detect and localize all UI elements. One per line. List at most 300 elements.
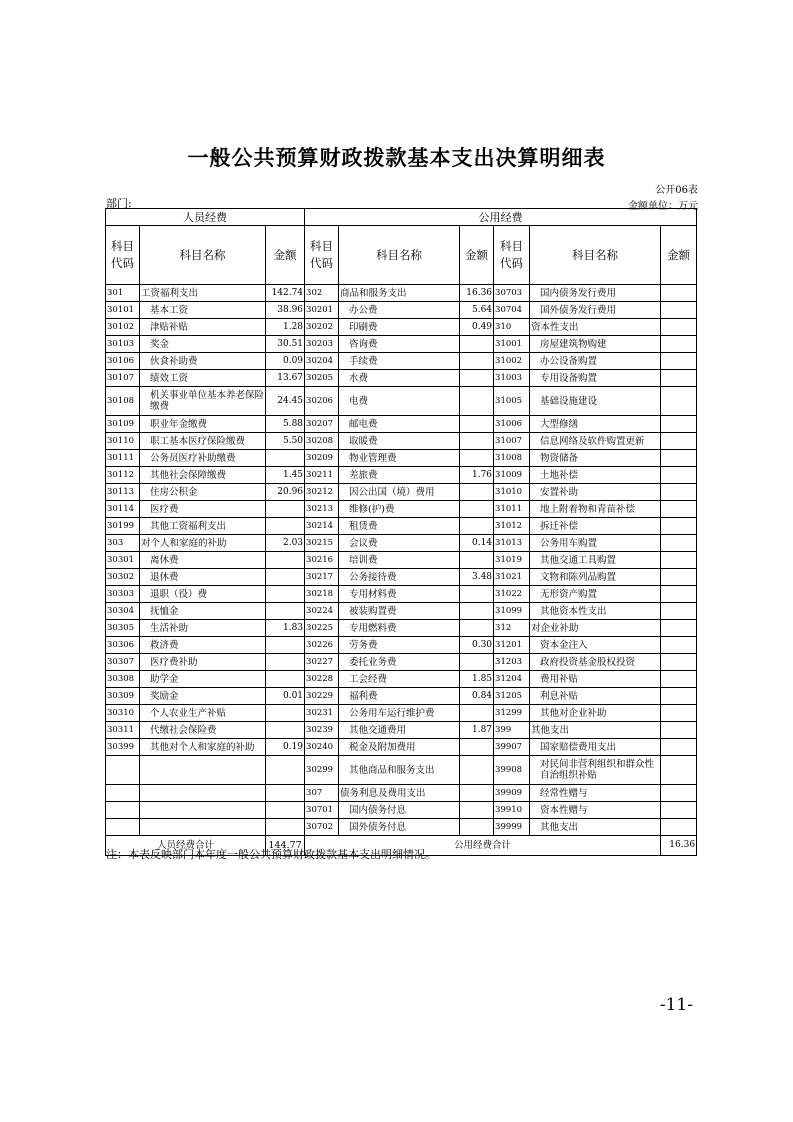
- item-code: 30215: [305, 535, 339, 552]
- item-code: 30209: [305, 450, 339, 467]
- item-code: 30702: [305, 819, 339, 836]
- item-code: 31021: [494, 569, 530, 586]
- item-code: 30205: [305, 370, 339, 387]
- item-amount: [460, 603, 494, 620]
- item-name: 津贴补贴: [140, 319, 266, 336]
- item-name: 其他资本性支出: [530, 603, 661, 620]
- header-code: 科目代码: [106, 226, 140, 285]
- table-row: [106, 671, 697, 688]
- item-amount: [266, 603, 305, 620]
- item-amount: [266, 501, 305, 518]
- item-amount: [460, 433, 494, 450]
- item-name: 职业年金缴费: [140, 416, 266, 433]
- item-code: 30224: [305, 603, 339, 620]
- table-row: [106, 285, 697, 302]
- item-amount: [661, 302, 697, 319]
- item-code: 39999: [494, 819, 530, 836]
- item-name: 其他社会保障缴费: [140, 467, 266, 484]
- item-name: 国内债务发行费用: [530, 285, 661, 302]
- item-code: 30225: [305, 620, 339, 637]
- item-code: 31008: [494, 450, 530, 467]
- table-row: [106, 739, 697, 756]
- table-row: [106, 370, 697, 387]
- item-name: 医疗费补助: [140, 654, 266, 671]
- item-amount: [661, 654, 697, 671]
- item-amount: [661, 450, 697, 467]
- item-code: 39908: [494, 756, 530, 785]
- item-code: 30102: [106, 319, 140, 336]
- item-amount: [661, 802, 697, 819]
- item-name: 对个人和家庭的补助: [140, 535, 266, 552]
- item-amount: 0.14: [460, 535, 494, 552]
- item-name: 个人农业生产补贴: [140, 705, 266, 722]
- item-amount: 5.50: [266, 433, 305, 450]
- item-amount: 24.45: [266, 387, 305, 416]
- item-code: 30211: [305, 467, 339, 484]
- public-total-label: 公用经费合计: [305, 836, 661, 856]
- table-row: [106, 433, 697, 450]
- item-code: [106, 819, 140, 836]
- item-code: 302: [305, 285, 339, 302]
- item-name: 其他对企业补助: [530, 705, 661, 722]
- item-name: 劳务费: [339, 637, 460, 654]
- item-amount: [661, 688, 697, 705]
- table-row: [106, 819, 697, 836]
- item-code: 30214: [305, 518, 339, 535]
- table-row: [106, 467, 697, 484]
- item-name: 奖金: [140, 336, 266, 353]
- item-amount: 5.64: [460, 302, 494, 319]
- table-row: [106, 518, 697, 535]
- item-name: 电费: [339, 387, 460, 416]
- item-amount: [661, 739, 697, 756]
- item-name: [140, 785, 266, 802]
- item-code: 31002: [494, 353, 530, 370]
- item-code: 31299: [494, 705, 530, 722]
- item-name: 国外债务付息: [339, 819, 460, 836]
- item-name: 国家赔偿费用支出: [530, 739, 661, 756]
- table-row: [106, 688, 697, 705]
- item-code: 30308: [106, 671, 140, 688]
- item-name: [140, 756, 266, 785]
- item-amount: [460, 756, 494, 785]
- group-header-row: [106, 209, 697, 226]
- item-code: 30112: [106, 467, 140, 484]
- item-name: 救济费: [140, 637, 266, 654]
- item-amount: [460, 501, 494, 518]
- item-amount: 0.01: [266, 688, 305, 705]
- table-row: [106, 353, 697, 370]
- item-code: 30213: [305, 501, 339, 518]
- item-name: 对民间非营利组织和群众性自治组织补贴: [530, 756, 661, 785]
- item-code: 30226: [305, 637, 339, 654]
- item-name: 职工基本医疗保险缴费: [140, 433, 266, 450]
- item-amount: 142.74: [266, 285, 305, 302]
- item-amount: [661, 336, 697, 353]
- item-name: 经常性赠与: [530, 785, 661, 802]
- header-amount: 金额: [460, 226, 494, 285]
- item-code: 399: [494, 722, 530, 739]
- item-code: 31201: [494, 637, 530, 654]
- item-name: 其他支出: [530, 819, 661, 836]
- item-amount: 0.84: [460, 688, 494, 705]
- item-name: 房屋建筑物购建: [530, 336, 661, 353]
- item-code: 30217: [305, 569, 339, 586]
- item-amount: [460, 484, 494, 501]
- item-code: 31011: [494, 501, 530, 518]
- item-amount: [661, 433, 697, 450]
- item-amount: [460, 785, 494, 802]
- item-code: 30201: [305, 302, 339, 319]
- item-amount: 38.96: [266, 302, 305, 319]
- item-code: 312: [494, 620, 530, 637]
- item-name: 委托业务费: [339, 654, 460, 671]
- table-row: [106, 552, 697, 569]
- item-amount: [661, 756, 697, 785]
- table-row: [106, 319, 697, 336]
- item-amount: [266, 819, 305, 836]
- item-amount: [460, 705, 494, 722]
- item-amount: [661, 819, 697, 836]
- item-name: 手续费: [339, 353, 460, 370]
- item-amount: [266, 671, 305, 688]
- item-code: 30231: [305, 705, 339, 722]
- item-amount: [460, 620, 494, 637]
- item-code: 30208: [305, 433, 339, 450]
- item-amount: [661, 620, 697, 637]
- item-name: 公务用车运行维护费: [339, 705, 460, 722]
- table-row: [106, 416, 697, 433]
- item-amount: [266, 552, 305, 569]
- item-name: 专用材料费: [339, 586, 460, 603]
- item-amount: [460, 552, 494, 569]
- item-amount: [661, 785, 697, 802]
- item-code: 30701: [305, 802, 339, 819]
- item-name: 福利费: [339, 688, 460, 705]
- item-code: 30227: [305, 654, 339, 671]
- item-code: 30239: [305, 722, 339, 739]
- expense-table: [105, 208, 697, 856]
- item-amount: [661, 416, 697, 433]
- item-name: 资本金注入: [530, 637, 661, 654]
- item-amount: 20.96: [266, 484, 305, 501]
- item-name: [140, 819, 266, 836]
- item-code: 30108: [106, 387, 140, 416]
- item-code: 30204: [305, 353, 339, 370]
- header-name: 科目名称: [530, 226, 661, 285]
- item-amount: [661, 387, 697, 416]
- table-row: [106, 484, 697, 501]
- item-code: 30218: [305, 586, 339, 603]
- item-amount: [266, 586, 305, 603]
- page-number: -11-: [659, 995, 693, 1015]
- group-header-public: 公用经费: [305, 209, 697, 226]
- item-code: 30113: [106, 484, 140, 501]
- table-row: [106, 336, 697, 353]
- item-code: 310: [494, 319, 530, 336]
- table-row: [106, 620, 697, 637]
- item-code: 31007: [494, 433, 530, 450]
- item-code: 30307: [106, 654, 140, 671]
- table-row: [106, 501, 697, 518]
- item-name: 物资储备: [530, 450, 661, 467]
- item-amount: [266, 722, 305, 739]
- item-code: 31003: [494, 370, 530, 387]
- item-amount: [266, 802, 305, 819]
- item-name: 办公设备购置: [530, 353, 661, 370]
- item-name: 文物和陈列品购置: [530, 569, 661, 586]
- item-amount: [266, 785, 305, 802]
- item-amount: [661, 319, 697, 336]
- item-name: 安置补助: [530, 484, 661, 501]
- header-code: 科目代码: [494, 226, 530, 285]
- item-name: 债务利息及费用支出: [339, 785, 460, 802]
- item-code: 31013: [494, 535, 530, 552]
- item-name: 公务接待费: [339, 569, 460, 586]
- item-amount: 1.83: [266, 620, 305, 637]
- item-name: 绩效工资: [140, 370, 266, 387]
- item-code: 30101: [106, 302, 140, 319]
- item-name: 取暖费: [339, 433, 460, 450]
- item-code: 30304: [106, 603, 140, 620]
- item-code: 31099: [494, 603, 530, 620]
- page-title: 一般公共预算财政拨款基本支出决算明细表: [187, 146, 606, 170]
- item-code: 30311: [106, 722, 140, 739]
- table-note: 注：本表反映部门本年度一般公共预算财政拨款基本支出明细情况。: [106, 848, 436, 861]
- item-code: [106, 785, 140, 802]
- item-name: 公务员医疗补助缴费: [140, 450, 266, 467]
- item-code: 30109: [106, 416, 140, 433]
- item-name: 无形资产购置: [530, 586, 661, 603]
- item-amount: [266, 654, 305, 671]
- item-amount: [460, 370, 494, 387]
- table-row: [106, 302, 697, 319]
- item-amount: [661, 671, 697, 688]
- item-name: 国内债务付息: [339, 802, 460, 819]
- item-name: 拆迁补偿: [530, 518, 661, 535]
- item-code: 30301: [106, 552, 140, 569]
- item-amount: [266, 518, 305, 535]
- item-name: 对企业补助: [530, 620, 661, 637]
- item-amount: [661, 467, 697, 484]
- item-name: 助学金: [140, 671, 266, 688]
- item-code: 30704: [494, 302, 530, 319]
- item-name: 伙食补助费: [140, 353, 266, 370]
- personnel-total-label: 人员经费合计: [106, 836, 266, 856]
- item-name: 咨询费: [339, 336, 460, 353]
- item-amount: 30.51: [266, 336, 305, 353]
- item-name: 离休费: [140, 552, 266, 569]
- table-row: [106, 586, 697, 603]
- item-amount: [266, 450, 305, 467]
- item-code: 30703: [494, 285, 530, 302]
- item-code: 301: [106, 285, 140, 302]
- department-label: 部门:: [106, 197, 132, 210]
- item-amount: [266, 637, 305, 654]
- item-code: 39909: [494, 785, 530, 802]
- item-code: 31019: [494, 552, 530, 569]
- item-name: 住房公积金: [140, 484, 266, 501]
- table-row: [106, 654, 697, 671]
- item-amount: [661, 501, 697, 518]
- table-row: [106, 785, 697, 802]
- item-name: 基本工资: [140, 302, 266, 319]
- item-name: 政府投资基金股权投资: [530, 654, 661, 671]
- item-amount: 0.09: [266, 353, 305, 370]
- item-code: 30203: [305, 336, 339, 353]
- item-name: 专用燃料费: [339, 620, 460, 637]
- item-name: 大型修缮: [530, 416, 661, 433]
- item-amount: 0.19: [266, 739, 305, 756]
- item-code: 31204: [494, 671, 530, 688]
- table-row: [106, 705, 697, 722]
- item-amount: [661, 518, 697, 535]
- item-amount: 13.67: [266, 370, 305, 387]
- item-code: 31022: [494, 586, 530, 603]
- item-amount: 0.30: [460, 637, 494, 654]
- item-code: 30212: [305, 484, 339, 501]
- item-amount: 0.49: [460, 319, 494, 336]
- item-code: 30106: [106, 353, 140, 370]
- item-amount: [460, 802, 494, 819]
- table-row: [106, 535, 697, 552]
- item-amount: [661, 603, 697, 620]
- item-code: 30228: [305, 671, 339, 688]
- table-row: [106, 722, 697, 739]
- item-code: 31203: [494, 654, 530, 671]
- item-code: 30306: [106, 637, 140, 654]
- item-code: 30299: [305, 756, 339, 785]
- item-name: 退休费: [140, 569, 266, 586]
- item-code: 31005: [494, 387, 530, 416]
- group-header-personnel: 人员经费: [106, 209, 305, 226]
- item-code: 30110: [106, 433, 140, 450]
- unit-label: 金额单位：万元: [628, 201, 698, 212]
- header-amount: 金额: [661, 226, 697, 285]
- item-amount: 1.28: [266, 319, 305, 336]
- item-code: 30310: [106, 705, 140, 722]
- item-code: 30303: [106, 586, 140, 603]
- item-name: 培训费: [339, 552, 460, 569]
- item-code: 30111: [106, 450, 140, 467]
- item-name: 物业管理费: [339, 450, 460, 467]
- item-name: [140, 802, 266, 819]
- column-header-row: [106, 226, 697, 285]
- item-code: 30399: [106, 739, 140, 756]
- item-name: 水费: [339, 370, 460, 387]
- header-name: 科目名称: [140, 226, 266, 285]
- table-body: [106, 285, 697, 836]
- item-amount: [661, 552, 697, 569]
- item-code: 31001: [494, 336, 530, 353]
- item-name: 税金及附加费用: [339, 739, 460, 756]
- item-code: 31010: [494, 484, 530, 501]
- item-name: 费用补贴: [530, 671, 661, 688]
- item-code: 30309: [106, 688, 140, 705]
- item-name: 其他交通工具购置: [530, 552, 661, 569]
- table-row: [106, 802, 697, 819]
- item-code: 31012: [494, 518, 530, 535]
- item-code: 31205: [494, 688, 530, 705]
- item-amount: [460, 654, 494, 671]
- item-name: 商品和服务支出: [339, 285, 460, 302]
- item-name: 地上附着物和青苗补偿: [530, 501, 661, 518]
- item-code: 39910: [494, 802, 530, 819]
- item-name: 其他对个人和家庭的补助: [140, 739, 266, 756]
- table-row: [106, 387, 697, 416]
- item-amount: 2.03: [266, 535, 305, 552]
- item-amount: [661, 484, 697, 501]
- item-amount: [460, 739, 494, 756]
- item-name: 租赁费: [339, 518, 460, 535]
- item-name: 奖励金: [140, 688, 266, 705]
- item-amount: [661, 535, 697, 552]
- item-code: 30107: [106, 370, 140, 387]
- item-code: 30202: [305, 319, 339, 336]
- table-row: [106, 569, 697, 586]
- item-name: 其他工资福利支出: [140, 518, 266, 535]
- item-amount: [460, 387, 494, 416]
- item-name: 工会经费: [339, 671, 460, 688]
- item-name: 邮电费: [339, 416, 460, 433]
- item-name: 医疗费: [140, 501, 266, 518]
- item-amount: 1.87: [460, 722, 494, 739]
- item-amount: 1.76: [460, 467, 494, 484]
- header-name: 科目名称: [339, 226, 460, 285]
- item-name: 基础设施建设: [530, 387, 661, 416]
- item-name: 其他交通费用: [339, 722, 460, 739]
- item-amount: [460, 353, 494, 370]
- item-name: 办公费: [339, 302, 460, 319]
- item-code: [106, 802, 140, 819]
- item-code: 31009: [494, 467, 530, 484]
- item-name: 利息补贴: [530, 688, 661, 705]
- table-row: [106, 637, 697, 654]
- header-code: 科目代码: [305, 226, 339, 285]
- item-amount: [460, 586, 494, 603]
- item-amount: [661, 637, 697, 654]
- table-code: 公开06表: [655, 185, 698, 196]
- item-code: 30199: [106, 518, 140, 535]
- item-code: 30305: [106, 620, 140, 637]
- item-code: 303: [106, 535, 140, 552]
- item-amount: [661, 586, 697, 603]
- item-amount: [460, 518, 494, 535]
- item-code: 30216: [305, 552, 339, 569]
- item-amount: 3.48: [460, 569, 494, 586]
- item-amount: [460, 416, 494, 433]
- item-name: 抚恤金: [140, 603, 266, 620]
- table-row: [106, 756, 697, 785]
- item-amount: [460, 336, 494, 353]
- item-name: 被装购置费: [339, 603, 460, 620]
- item-name: 专用设备购置: [530, 370, 661, 387]
- item-name: 资本性支出: [530, 319, 661, 336]
- item-name: 会议费: [339, 535, 460, 552]
- item-amount: [661, 353, 697, 370]
- item-amount: [661, 722, 697, 739]
- item-amount: [266, 756, 305, 785]
- item-code: 30229: [305, 688, 339, 705]
- item-name: 信息网络及软件购置更新: [530, 433, 661, 450]
- personnel-total-amount: 144.77: [266, 836, 305, 856]
- item-name: 公务用车购置: [530, 535, 661, 552]
- item-name: 退职（役）费: [140, 586, 266, 603]
- item-code: 307: [305, 785, 339, 802]
- item-amount: 5.88: [266, 416, 305, 433]
- table-row: [106, 450, 697, 467]
- item-amount: [266, 569, 305, 586]
